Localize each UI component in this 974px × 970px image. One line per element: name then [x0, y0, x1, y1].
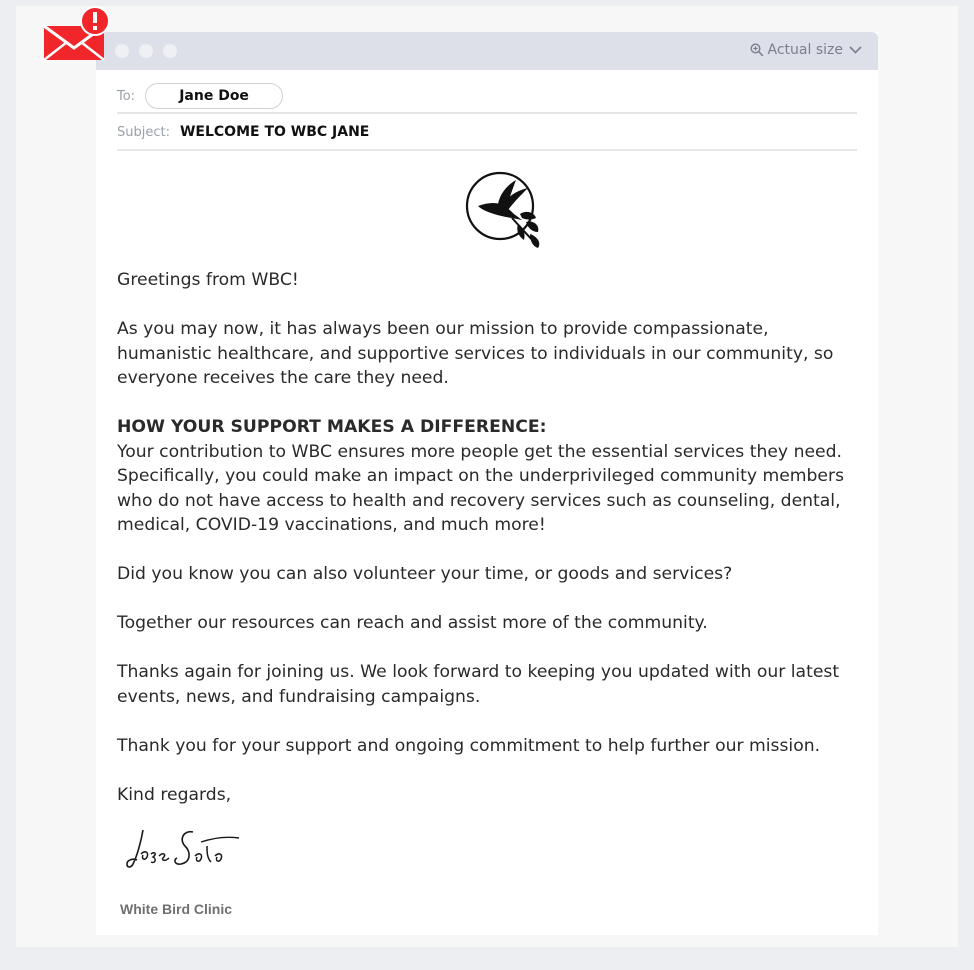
volunteer-paragraph: Did you know you can also volunteer your time, or goods and services? — [117, 564, 733, 584]
chevron-down-icon — [849, 46, 862, 54]
window-minimize-dot[interactable] — [139, 44, 153, 58]
signature — [121, 824, 251, 880]
greeting-text: Greetings from WBC! — [117, 270, 299, 290]
zoom-control[interactable] — [750, 42, 866, 58]
mail-alert-icon[interactable] — [43, 6, 111, 66]
email-window — [96, 32, 878, 935]
to-row — [117, 80, 857, 114]
subject-label: Subject: — [117, 124, 170, 140]
recipient-chip[interactable]: Jane Doe — [145, 83, 283, 109]
subject-row — [117, 115, 857, 151]
contribution-paragraph: Your contribution to WBC ensures more people get the essential services they need. Specifically, you could make an impact on the underprivileged community members who do not have access to health and recovery services such as counseling, dental, medical, COVID-19 vaccinations, and much more! — [117, 441, 845, 535]
thanks-paragraph: Thanks again for joining us. We look forward to keeping you updated with our latest events, news, and fundraising campaigns. — [117, 662, 840, 707]
to-label: To: — [117, 88, 136, 104]
title-bar — [96, 32, 878, 70]
bird-logo-icon — [464, 170, 548, 254]
closing-text: Kind regards, — [117, 784, 232, 805]
window-close-dot[interactable] — [115, 44, 129, 58]
support-paragraph: Thank you for your support and ongoing commitment to help further our mission. — [117, 735, 821, 756]
zoom-label: Actual size — [767, 42, 843, 58]
window-maximize-dot[interactable] — [163, 44, 177, 58]
mission-paragraph: As you may now, it has always been our mission to provide compassionate, humanistic healthcare, and supportive services to individuals in our community, so everyone receives the care they need. — [117, 319, 834, 388]
section-heading: HOW YOUR SUPPORT MAKES A DIFFERENCE: — [117, 417, 547, 437]
zoom-in-icon — [750, 43, 764, 57]
subject-value: WELCOME TO WBC JANE — [179, 124, 370, 140]
resources-paragraph: Together our resources can reach and assist more of the community. — [117, 613, 708, 633]
email-body — [117, 268, 867, 807]
clinic-name: White Bird Clinic — [120, 901, 232, 917]
